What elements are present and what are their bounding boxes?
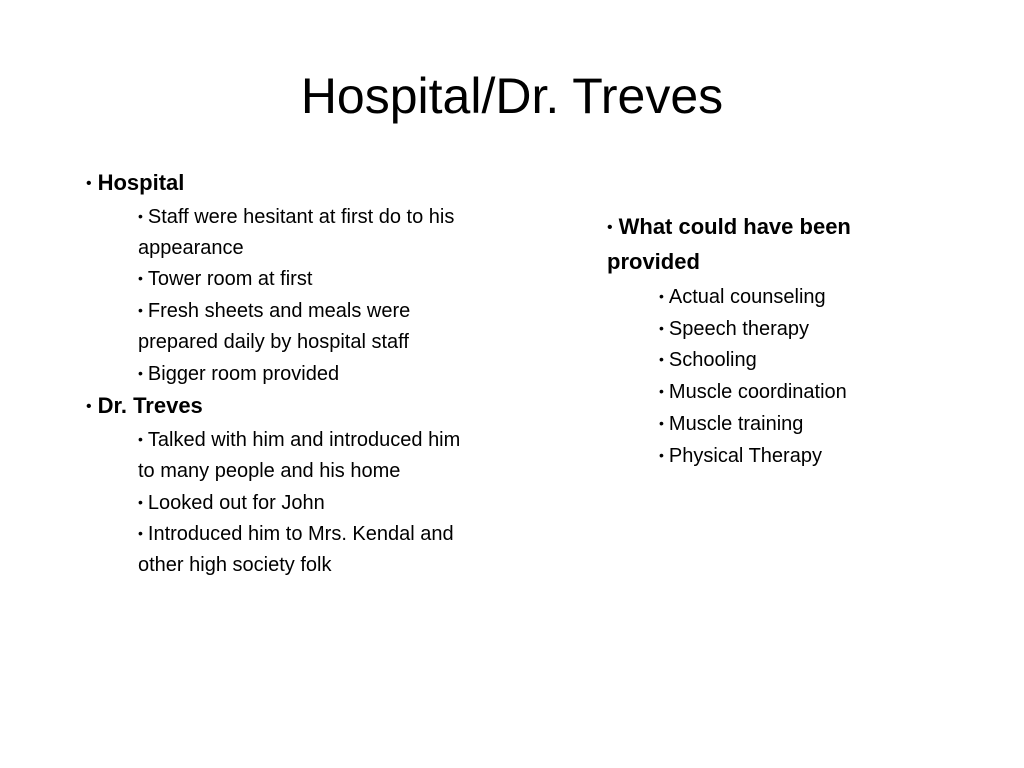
section-what-could-have-been-provided [607,210,937,471]
bullet-icon: • [138,364,143,381]
bullet-icon: • [86,398,92,416]
bullet-list [138,201,473,389]
bullet-icon: • [607,219,613,236]
bullet-icon: • [138,302,143,319]
heading-text: What could have been provided [607,214,851,274]
bullet-icon: • [138,431,143,448]
list-item-text: Schooling [668,349,757,372]
list-item [659,313,939,345]
list-item-text: Muscle training [668,412,804,435]
right-column [607,210,937,473]
list-item-text: Bigger room provided [147,362,340,385]
list-item-text: Staff were hesitant at first do to his appearance [138,206,455,259]
list-item-text: Physical Therapy [668,444,822,467]
slide-title: Hospital/Dr. Treves [300,68,724,124]
section-heading [86,391,486,422]
list-item [138,295,473,357]
list-item [138,263,473,295]
list-item-text: Introduced him to Mrs. Kendal and other high society folk [138,523,454,577]
list-item [659,440,939,472]
list-item-text: Muscle coordination [668,381,847,404]
section-dr-treves [86,391,486,581]
bullet-list [138,424,473,581]
list-item-text: Fresh sheets and meals were prepared daily by hospital staff [138,300,411,353]
list-item-text: Speech therapy [668,317,810,340]
list-item-text: Looked out for John [147,491,325,514]
bullet-icon: • [138,270,143,287]
list-item [659,376,939,408]
bullet-icon: • [659,383,664,400]
bullet-icon: • [659,351,664,368]
list-item-text: Actual counseling [668,286,826,308]
list-item [138,201,473,263]
list-item-text: Tower room at first [147,268,313,291]
section-hospital [86,168,486,389]
list-item-text: Talked with him and introduced him to many people and his home [138,429,461,482]
bullet-icon: • [138,208,143,224]
list-item [138,518,473,580]
list-item [138,424,473,486]
heading-text: Dr. Treves [97,393,203,419]
section-heading [607,210,937,279]
list-item [659,408,939,440]
left-column [86,168,486,583]
bullet-icon: • [86,175,92,192]
bullet-list [659,281,939,471]
bullet-icon: • [659,319,664,336]
bullet-icon: • [138,493,143,510]
bullet-icon: • [659,446,664,463]
heading-text: Hospital [97,170,185,195]
bullet-icon: • [659,288,664,304]
bullet-icon: • [659,414,664,431]
list-item [659,344,939,376]
bullet-icon: • [138,525,143,542]
section-heading [86,168,486,199]
list-item [138,487,473,519]
list-item [138,358,473,390]
list-item [659,281,939,313]
